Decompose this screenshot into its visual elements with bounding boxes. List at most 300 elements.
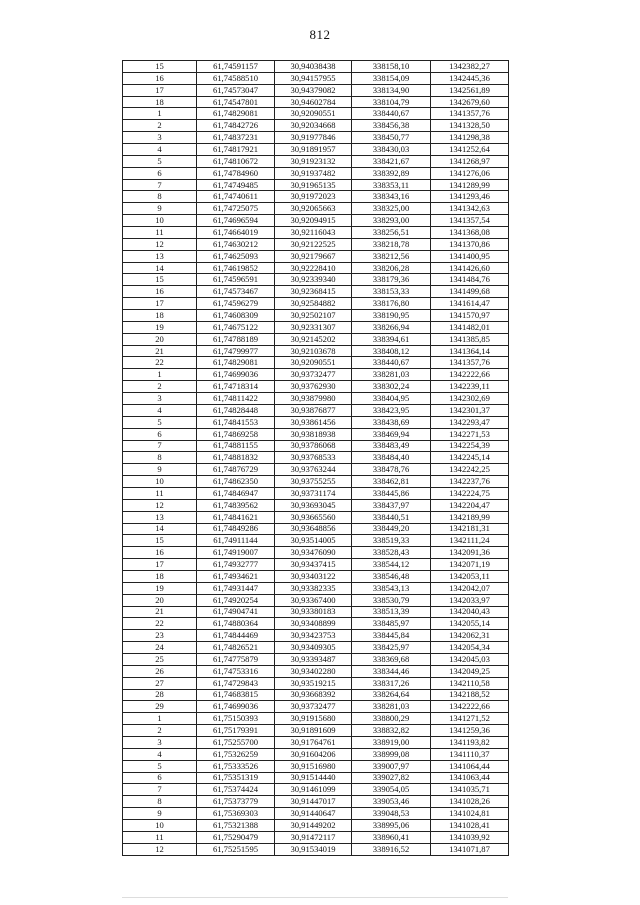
- point-number-cell: 10: [123, 215, 197, 227]
- coordinates-table-body: [123, 61, 509, 856]
- x-coordinate-cell: 338456,38: [352, 120, 431, 132]
- x-coordinate-cell: 338438,69: [352, 416, 431, 428]
- table-row: [123, 772, 509, 784]
- table-row: [123, 286, 509, 298]
- table-row: [123, 440, 509, 452]
- latitude-cell: 61,74862350: [197, 476, 275, 488]
- longitude-cell: 30,93382335: [275, 582, 352, 594]
- point-number-cell: 4: [123, 748, 197, 760]
- table-row: [123, 808, 509, 820]
- y-coordinate-cell: 1342561,89: [431, 84, 509, 96]
- table-row: [123, 452, 509, 464]
- x-coordinate-cell: 338462,81: [352, 476, 431, 488]
- latitude-cell: 61,75351319: [197, 772, 275, 784]
- y-coordinate-cell: 1342204,47: [431, 499, 509, 511]
- x-coordinate-cell: 338530,79: [352, 594, 431, 606]
- point-number-cell: 8: [123, 191, 197, 203]
- x-coordinate-cell: 338404,95: [352, 393, 431, 405]
- longitude-cell: 30,93519215: [275, 677, 352, 689]
- latitude-cell: 61,74588510: [197, 72, 275, 84]
- table-row: [123, 428, 509, 440]
- y-coordinate-cell: 1341193,82: [431, 736, 509, 748]
- longitude-cell: 30,92331307: [275, 321, 352, 333]
- x-coordinate-cell: 338528,43: [352, 547, 431, 559]
- x-coordinate-cell: 338266,94: [352, 321, 431, 333]
- x-coordinate-cell: 338317,26: [352, 677, 431, 689]
- point-number-cell: 12: [123, 238, 197, 250]
- table-row: [123, 606, 509, 618]
- longitude-cell: 30,94157955: [275, 72, 352, 84]
- point-number-cell: 26: [123, 665, 197, 677]
- page-number: 812: [309, 27, 331, 42]
- latitude-cell: 61,74619852: [197, 262, 275, 274]
- x-coordinate-cell: 338158,10: [352, 61, 431, 73]
- x-coordinate-cell: 338544,12: [352, 559, 431, 571]
- x-coordinate-cell: 338421,67: [352, 155, 431, 167]
- longitude-cell: 30,91965135: [275, 179, 352, 191]
- latitude-cell: 61,74839562: [197, 499, 275, 511]
- table-row: [123, 748, 509, 760]
- x-coordinate-cell: 338281,03: [352, 369, 431, 381]
- latitude-cell: 61,74625093: [197, 250, 275, 262]
- latitude-cell: 61,74869258: [197, 428, 275, 440]
- table-row: [123, 310, 509, 322]
- x-coordinate-cell: 338176,80: [352, 298, 431, 310]
- longitude-cell: 30,93693045: [275, 499, 352, 511]
- latitude-cell: 61,74683815: [197, 689, 275, 701]
- point-number-cell: 21: [123, 345, 197, 357]
- x-coordinate-cell: 338995,06: [352, 820, 431, 832]
- longitude-cell: 30,92090551: [275, 357, 352, 369]
- y-coordinate-cell: 1341400,95: [431, 250, 509, 262]
- point-number-cell: 1: [123, 713, 197, 725]
- longitude-cell: 30,93409305: [275, 642, 352, 654]
- y-coordinate-cell: 1342111,24: [431, 535, 509, 547]
- longitude-cell: 30,93763244: [275, 464, 352, 476]
- y-coordinate-cell: 1341484,76: [431, 274, 509, 286]
- table-row: [123, 215, 509, 227]
- table-row: [123, 499, 509, 511]
- table-row: [123, 321, 509, 333]
- table-row: [123, 582, 509, 594]
- y-coordinate-cell: 1341293,46: [431, 191, 509, 203]
- latitude-cell: 61,74699036: [197, 701, 275, 713]
- longitude-cell: 30,93476090: [275, 547, 352, 559]
- x-coordinate-cell: 338353,11: [352, 179, 431, 191]
- x-coordinate-cell: 338445,86: [352, 487, 431, 499]
- latitude-cell: 61,74608309: [197, 310, 275, 322]
- latitude-cell: 61,74596279: [197, 298, 275, 310]
- y-coordinate-cell: 1342301,37: [431, 404, 509, 416]
- y-coordinate-cell: 1342302,69: [431, 393, 509, 405]
- longitude-cell: 30,91923132: [275, 155, 352, 167]
- point-number-cell: 11: [123, 487, 197, 499]
- latitude-cell: 61,74880364: [197, 618, 275, 630]
- y-coordinate-cell: 1341276,06: [431, 167, 509, 179]
- latitude-cell: 61,74573467: [197, 286, 275, 298]
- latitude-cell: 61,74846947: [197, 487, 275, 499]
- point-number-cell: 6: [123, 167, 197, 179]
- latitude-cell: 61,74799977: [197, 345, 275, 357]
- point-number-cell: 5: [123, 760, 197, 772]
- x-coordinate-cell: 338281,03: [352, 701, 431, 713]
- longitude-cell: 30,93755255: [275, 476, 352, 488]
- point-number-cell: 2: [123, 725, 197, 737]
- point-number-cell: 3: [123, 132, 197, 144]
- table-row: [123, 831, 509, 843]
- longitude-cell: 30,93732477: [275, 701, 352, 713]
- x-coordinate-cell: 338478,76: [352, 464, 431, 476]
- table-row: [123, 381, 509, 393]
- table-row: [123, 191, 509, 203]
- longitude-cell: 30,91449202: [275, 820, 352, 832]
- table-row: [123, 570, 509, 582]
- y-coordinate-cell: 1341426,60: [431, 262, 509, 274]
- y-coordinate-cell: 1341071,87: [431, 843, 509, 855]
- y-coordinate-cell: 1341028,41: [431, 820, 509, 832]
- point-number-cell: 16: [123, 72, 197, 84]
- point-number-cell: 18: [123, 310, 197, 322]
- x-coordinate-cell: 338343,16: [352, 191, 431, 203]
- latitude-cell: 61,75369303: [197, 808, 275, 820]
- latitude-cell: 61,74753316: [197, 665, 275, 677]
- y-coordinate-cell: 1341268,97: [431, 155, 509, 167]
- x-coordinate-cell: 338344,46: [352, 665, 431, 677]
- latitude-cell: 61,74829081: [197, 357, 275, 369]
- latitude-cell: 61,75179391: [197, 725, 275, 737]
- table-row: [123, 784, 509, 796]
- longitude-cell: 30,92122525: [275, 238, 352, 250]
- table-row: [123, 736, 509, 748]
- table-row: [123, 713, 509, 725]
- y-coordinate-cell: 1342224,75: [431, 487, 509, 499]
- table-row: [123, 84, 509, 96]
- latitude-cell: 61,74842726: [197, 120, 275, 132]
- x-coordinate-cell: 338450,77: [352, 132, 431, 144]
- y-coordinate-cell: 1342091,36: [431, 547, 509, 559]
- point-number-cell: 12: [123, 499, 197, 511]
- point-number-cell: 13: [123, 250, 197, 262]
- x-coordinate-cell: 338302,24: [352, 381, 431, 393]
- x-coordinate-cell: 338440,67: [352, 357, 431, 369]
- x-coordinate-cell: 338256,51: [352, 227, 431, 239]
- latitude-cell: 61,74547801: [197, 96, 275, 108]
- latitude-cell: 61,74919007: [197, 547, 275, 559]
- point-number-cell: 17: [123, 298, 197, 310]
- y-coordinate-cell: 1342293,47: [431, 416, 509, 428]
- table-row: [123, 677, 509, 689]
- table-row: [123, 274, 509, 286]
- longitude-cell: 30,93380183: [275, 606, 352, 618]
- x-coordinate-cell: 338423,95: [352, 404, 431, 416]
- latitude-cell: 61,75326259: [197, 748, 275, 760]
- point-number-cell: 24: [123, 642, 197, 654]
- point-number-cell: 5: [123, 416, 197, 428]
- longitude-cell: 30,93786068: [275, 440, 352, 452]
- x-coordinate-cell: 338440,51: [352, 511, 431, 523]
- latitude-cell: 61,74729843: [197, 677, 275, 689]
- longitude-cell: 30,91534019: [275, 843, 352, 855]
- y-coordinate-cell: 1342055,14: [431, 618, 509, 630]
- y-coordinate-cell: 1341570,97: [431, 310, 509, 322]
- longitude-cell: 30,91514440: [275, 772, 352, 784]
- point-number-cell: 4: [123, 404, 197, 416]
- point-number-cell: 22: [123, 357, 197, 369]
- y-coordinate-cell: 1341385,85: [431, 333, 509, 345]
- y-coordinate-cell: 1342040,43: [431, 606, 509, 618]
- x-coordinate-cell: 338394,61: [352, 333, 431, 345]
- longitude-cell: 30,92179667: [275, 250, 352, 262]
- latitude-cell: 61,74934621: [197, 570, 275, 582]
- point-number-cell: 11: [123, 227, 197, 239]
- longitude-cell: 30,92502107: [275, 310, 352, 322]
- table-row: [123, 167, 509, 179]
- table-row: [123, 843, 509, 855]
- longitude-cell: 30,92094915: [275, 215, 352, 227]
- point-number-cell: 18: [123, 570, 197, 582]
- y-coordinate-cell: 1342049,25: [431, 665, 509, 677]
- point-number-cell: 8: [123, 452, 197, 464]
- point-number-cell: 8: [123, 796, 197, 808]
- x-coordinate-cell: 338485,97: [352, 618, 431, 630]
- longitude-cell: 30,93861456: [275, 416, 352, 428]
- latitude-cell: 61,74810672: [197, 155, 275, 167]
- table-row: [123, 333, 509, 345]
- point-number-cell: 9: [123, 464, 197, 476]
- longitude-cell: 30,92090551: [275, 108, 352, 120]
- point-number-cell: 5: [123, 155, 197, 167]
- table-row: [123, 559, 509, 571]
- point-number-cell: 15: [123, 274, 197, 286]
- x-coordinate-cell: 339048,53: [352, 808, 431, 820]
- x-coordinate-cell: 338445,84: [352, 630, 431, 642]
- latitude-cell: 61,74911144: [197, 535, 275, 547]
- latitude-cell: 61,74596591: [197, 274, 275, 286]
- table-row: [123, 665, 509, 677]
- longitude-cell: 30,94602784: [275, 96, 352, 108]
- latitude-cell: 61,74837231: [197, 132, 275, 144]
- latitude-cell: 61,74573047: [197, 84, 275, 96]
- longitude-cell: 30,93732477: [275, 369, 352, 381]
- latitude-cell: 61,75150393: [197, 713, 275, 725]
- table-row: [123, 487, 509, 499]
- table-row: [123, 227, 509, 239]
- y-coordinate-cell: 1342254,39: [431, 440, 509, 452]
- y-coordinate-cell: 1342188,52: [431, 689, 509, 701]
- table-row: [123, 61, 509, 73]
- longitude-cell: 30,91977846: [275, 132, 352, 144]
- x-coordinate-cell: 338437,97: [352, 499, 431, 511]
- point-number-cell: 15: [123, 535, 197, 547]
- y-coordinate-cell: 1342239,11: [431, 381, 509, 393]
- y-coordinate-cell: 1342242,25: [431, 464, 509, 476]
- latitude-cell: 61,74749485: [197, 179, 275, 191]
- point-number-cell: 20: [123, 594, 197, 606]
- longitude-cell: 30,93665560: [275, 511, 352, 523]
- latitude-cell: 61,74775879: [197, 653, 275, 665]
- y-coordinate-cell: 1342222,66: [431, 701, 509, 713]
- x-coordinate-cell: 338408,12: [352, 345, 431, 357]
- table-row: [123, 404, 509, 416]
- table-row: [123, 464, 509, 476]
- longitude-cell: 30,94038438: [275, 61, 352, 73]
- longitude-cell: 30,93879980: [275, 393, 352, 405]
- point-number-cell: 25: [123, 653, 197, 665]
- point-number-cell: 10: [123, 820, 197, 832]
- point-number-cell: 12: [123, 843, 197, 855]
- point-number-cell: 23: [123, 630, 197, 642]
- y-coordinate-cell: 1341357,54: [431, 215, 509, 227]
- point-number-cell: 19: [123, 582, 197, 594]
- y-coordinate-cell: 1342679,60: [431, 96, 509, 108]
- x-coordinate-cell: 338179,36: [352, 274, 431, 286]
- point-number-cell: 13: [123, 511, 197, 523]
- x-coordinate-cell: 339027,82: [352, 772, 431, 784]
- y-coordinate-cell: 1341039,92: [431, 831, 509, 843]
- longitude-cell: 30,93403122: [275, 570, 352, 582]
- table-row: [123, 653, 509, 665]
- table-row: [123, 298, 509, 310]
- y-coordinate-cell: 1342189,99: [431, 511, 509, 523]
- latitude-cell: 61,74784960: [197, 167, 275, 179]
- latitude-cell: 61,75321388: [197, 820, 275, 832]
- x-coordinate-cell: 338483,49: [352, 440, 431, 452]
- point-number-cell: 29: [123, 701, 197, 713]
- latitude-cell: 61,75255700: [197, 736, 275, 748]
- table-row: [123, 120, 509, 132]
- longitude-cell: 30,92116043: [275, 227, 352, 239]
- longitude-cell: 30,91516980: [275, 760, 352, 772]
- latitude-cell: 61,74932777: [197, 559, 275, 571]
- x-coordinate-cell: 338154,09: [352, 72, 431, 84]
- x-coordinate-cell: 338425,97: [352, 642, 431, 654]
- longitude-cell: 30,93731174: [275, 487, 352, 499]
- longitude-cell: 30,92584882: [275, 298, 352, 310]
- point-number-cell: 11: [123, 831, 197, 843]
- y-coordinate-cell: 1342245,14: [431, 452, 509, 464]
- coordinates-table: [122, 60, 509, 856]
- point-number-cell: 17: [123, 84, 197, 96]
- table-row: [123, 547, 509, 559]
- longitude-cell: 30,93423753: [275, 630, 352, 642]
- x-coordinate-cell: 338430,03: [352, 144, 431, 156]
- y-coordinate-cell: 1341364,14: [431, 345, 509, 357]
- latitude-cell: 61,74920254: [197, 594, 275, 606]
- table-row: [123, 701, 509, 713]
- y-coordinate-cell: 1341482,01: [431, 321, 509, 333]
- point-number-cell: 6: [123, 428, 197, 440]
- table-row: [123, 642, 509, 654]
- x-coordinate-cell: 338293,00: [352, 215, 431, 227]
- x-coordinate-cell: 338392,89: [352, 167, 431, 179]
- x-coordinate-cell: 339007,97: [352, 760, 431, 772]
- y-coordinate-cell: 1341328,50: [431, 120, 509, 132]
- latitude-cell: 61,74841621: [197, 511, 275, 523]
- longitude-cell: 30,93648856: [275, 523, 352, 535]
- longitude-cell: 30,93768533: [275, 452, 352, 464]
- latitude-cell: 61,74904741: [197, 606, 275, 618]
- y-coordinate-cell: 1341024,81: [431, 808, 509, 820]
- longitude-cell: 30,93876877: [275, 404, 352, 416]
- table-row: [123, 594, 509, 606]
- y-coordinate-cell: 1342382,27: [431, 61, 509, 73]
- table-row: [123, 96, 509, 108]
- longitude-cell: 30,92368415: [275, 286, 352, 298]
- table-row: [123, 393, 509, 405]
- longitude-cell: 30,93514005: [275, 535, 352, 547]
- longitude-cell: 30,91891609: [275, 725, 352, 737]
- table-row: [123, 179, 509, 191]
- y-coordinate-cell: 1342033,97: [431, 594, 509, 606]
- x-coordinate-cell: 338218,78: [352, 238, 431, 250]
- table-row: [123, 760, 509, 772]
- longitude-cell: 30,91447017: [275, 796, 352, 808]
- point-number-cell: 15: [123, 61, 197, 73]
- x-coordinate-cell: 339053,46: [352, 796, 431, 808]
- x-coordinate-cell: 338440,67: [352, 108, 431, 120]
- latitude-cell: 61,74881155: [197, 440, 275, 452]
- x-coordinate-cell: 338325,00: [352, 203, 431, 215]
- y-coordinate-cell: 1341063,44: [431, 772, 509, 784]
- x-coordinate-cell: 338519,33: [352, 535, 431, 547]
- latitude-cell: 61,74849286: [197, 523, 275, 535]
- x-coordinate-cell: 338546,48: [352, 570, 431, 582]
- longitude-cell: 30,91440647: [275, 808, 352, 820]
- x-coordinate-cell: 338543,13: [352, 582, 431, 594]
- point-number-cell: 7: [123, 440, 197, 452]
- y-coordinate-cell: 1342053,11: [431, 570, 509, 582]
- longitude-cell: 30,93408899: [275, 618, 352, 630]
- table-row: [123, 618, 509, 630]
- latitude-cell: 61,75373779: [197, 796, 275, 808]
- point-number-cell: 16: [123, 547, 197, 559]
- latitude-cell: 61,74811422: [197, 393, 275, 405]
- point-number-cell: 4: [123, 144, 197, 156]
- point-number-cell: 17: [123, 559, 197, 571]
- y-coordinate-cell: 1342045,03: [431, 653, 509, 665]
- table-row: [123, 155, 509, 167]
- point-number-cell: 22: [123, 618, 197, 630]
- latitude-cell: 61,74696594: [197, 215, 275, 227]
- table-row: [123, 238, 509, 250]
- point-number-cell: 20: [123, 333, 197, 345]
- point-number-cell: 14: [123, 262, 197, 274]
- y-coordinate-cell: 1341252,64: [431, 144, 509, 156]
- latitude-cell: 61,75290479: [197, 831, 275, 843]
- point-number-cell: 9: [123, 808, 197, 820]
- latitude-cell: 61,74841553: [197, 416, 275, 428]
- longitude-cell: 30,94379082: [275, 84, 352, 96]
- y-coordinate-cell: 1341259,36: [431, 725, 509, 737]
- y-coordinate-cell: 1342222,66: [431, 369, 509, 381]
- longitude-cell: 30,91891957: [275, 144, 352, 156]
- longitude-cell: 30,93762930: [275, 381, 352, 393]
- latitude-cell: 61,75333526: [197, 760, 275, 772]
- latitude-cell: 61,74826521: [197, 642, 275, 654]
- longitude-cell: 30,92103678: [275, 345, 352, 357]
- page-edge-line: [122, 897, 508, 898]
- table-row: [123, 369, 509, 381]
- latitude-cell: 61,74630212: [197, 238, 275, 250]
- longitude-cell: 30,91472117: [275, 831, 352, 843]
- x-coordinate-cell: 338916,52: [352, 843, 431, 855]
- longitude-cell: 30,93402280: [275, 665, 352, 677]
- latitude-cell: 61,75251595: [197, 843, 275, 855]
- x-coordinate-cell: 338469,94: [352, 428, 431, 440]
- point-number-cell: 14: [123, 523, 197, 535]
- point-number-cell: 3: [123, 393, 197, 405]
- latitude-cell: 61,74740611: [197, 191, 275, 203]
